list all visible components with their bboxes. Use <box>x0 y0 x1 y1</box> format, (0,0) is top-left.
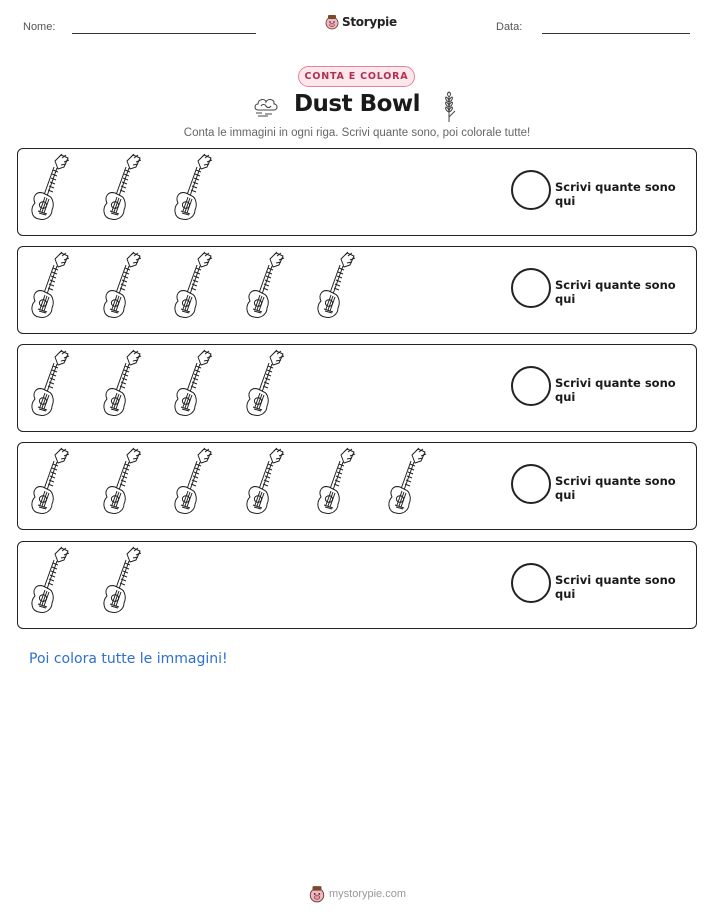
answer-circle[interactable] <box>511 170 551 210</box>
pig-mascot-icon <box>309 885 325 903</box>
answer-circle[interactable] <box>511 563 551 603</box>
write-prompt: Scrivi quante sono qui <box>555 278 676 306</box>
instructions-text: Conta le immagini in ogni riga. Scrivi quante sono, poi colorale tutte! <box>183 127 531 139</box>
guitar-icon[interactable] <box>243 447 289 517</box>
guitar-icon[interactable] <box>171 447 217 517</box>
count-row-2 <box>17 246 697 334</box>
date-line[interactable] <box>542 33 690 34</box>
wheat-icon <box>440 91 458 123</box>
answer-circle[interactable] <box>511 268 551 308</box>
guitar-icon[interactable] <box>171 251 217 321</box>
guitar-icon[interactable] <box>100 251 146 321</box>
name-label: Nome: <box>23 21 56 33</box>
brand-name: Storypie <box>342 15 397 29</box>
guitar-icon[interactable] <box>100 349 146 419</box>
guitar-icon[interactable] <box>243 251 289 321</box>
guitar-icon[interactable] <box>100 447 146 517</box>
name-line[interactable] <box>72 33 256 34</box>
guitar-icon[interactable] <box>28 349 74 419</box>
date-label: Data: <box>496 21 523 33</box>
guitar-icon[interactable] <box>28 546 74 616</box>
guitar-icon[interactable] <box>314 251 360 321</box>
activity-badge: CONTA E COLORA <box>298 66 415 87</box>
guitar-icon[interactable] <box>100 546 146 616</box>
count-row-3 <box>17 344 697 432</box>
write-prompt: Scrivi quante sono qui <box>555 573 676 601</box>
count-row-4 <box>17 442 697 530</box>
write-prompt: Scrivi quante sono qui <box>555 376 676 404</box>
guitar-icon[interactable] <box>28 251 74 321</box>
guitar-icon[interactable] <box>171 153 217 223</box>
guitar-icon[interactable] <box>243 349 289 419</box>
footer <box>309 885 406 903</box>
guitar-icon[interactable] <box>28 447 74 517</box>
pig-mascot-icon <box>325 14 339 30</box>
page-title: Dust Bowl <box>293 91 421 117</box>
footer-site[interactable]: mystorypie.com <box>329 888 407 900</box>
guitar-icon[interactable] <box>171 349 217 419</box>
write-prompt: Scrivi quante sono qui <box>555 180 676 208</box>
guitar-icon[interactable] <box>314 447 360 517</box>
guitar-icon[interactable] <box>28 153 74 223</box>
guitar-icon[interactable] <box>385 447 431 517</box>
count-row-5 <box>17 541 697 629</box>
write-prompt: Scrivi quante sono qui <box>555 474 676 502</box>
brand-logo <box>325 14 397 30</box>
count-row-1 <box>17 148 697 236</box>
guitar-icon[interactable] <box>100 153 146 223</box>
color-instruction: Poi colora tutte le immagini! <box>29 651 228 667</box>
answer-circle[interactable] <box>511 464 551 504</box>
answer-circle[interactable] <box>511 366 551 406</box>
